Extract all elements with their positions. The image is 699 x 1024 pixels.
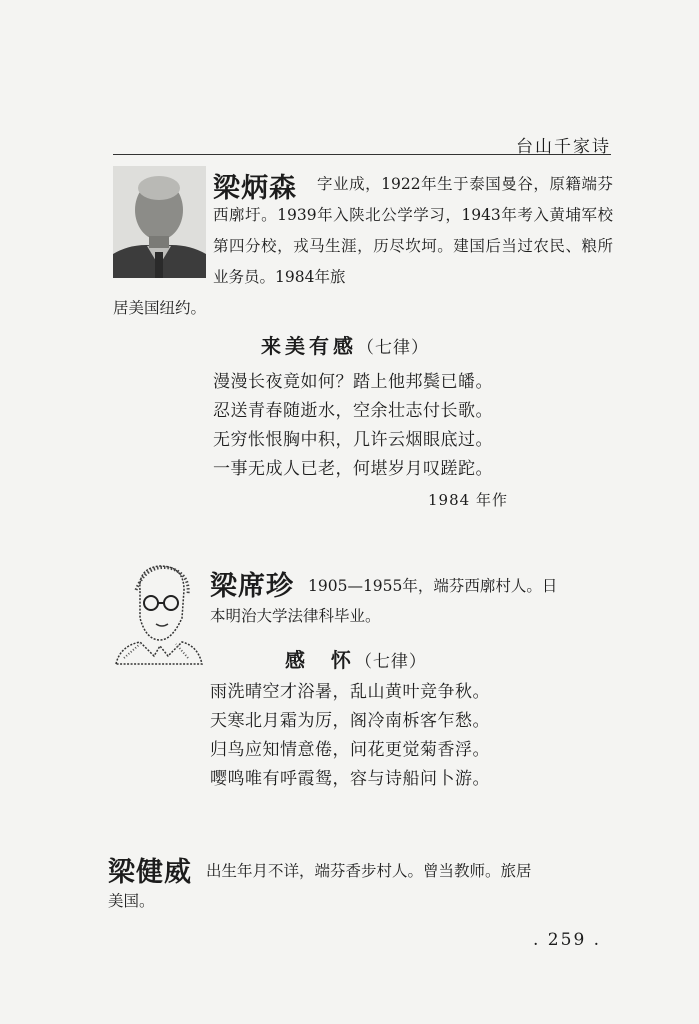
poem-line: 嘤鸣唯有呼霞鸳，容与诗船问卜游。 — [210, 769, 490, 789]
poem-line: 无穷怅恨胸中积，几许云烟眼底过。 — [213, 430, 493, 450]
entry-1-dateline: 1984 年作 — [428, 491, 508, 509]
portrait-photo — [113, 166, 206, 278]
entry-1-poem-title — [261, 330, 429, 359]
poem-line: 雨洗晴空才浴暑，乱山黄叶竞争秋。 — [210, 682, 490, 702]
poem-form: （七律） — [357, 338, 429, 358]
poem-title-text: 来美有感 — [261, 334, 357, 358]
poem-line: 归鸟应知情意倦，问花更觉菊香浮。 — [210, 740, 490, 760]
page-number: . 259 . — [533, 930, 602, 950]
entry-2-name: 梁席珍 — [210, 571, 294, 602]
running-header: 台山千家诗 — [516, 137, 611, 157]
poem-line: 忍送青春随逝水，空余壮志付长歌。 — [213, 401, 493, 421]
entry-2-bio: 1905—1955年，端芬西廓村人。日 — [308, 577, 558, 595]
entry-2-bio-continuation: 本明治大学法律科毕业。 — [210, 607, 381, 625]
portrait-sketch-graphic — [110, 560, 204, 666]
poem-line: 一事无成人已老，何堪岁月叹蹉跎。 — [213, 459, 493, 479]
header-rule — [113, 154, 611, 155]
entry-1-bio-continuation: 居美国纽约。 — [113, 299, 207, 317]
portrait-photo-graphic — [113, 166, 206, 278]
entry-1-poem — [213, 368, 493, 484]
entry-2-poem-title — [285, 644, 427, 673]
entry-2-poem — [210, 678, 490, 794]
entry-1-bio: 字业成，1922年生于泰国曼谷，原籍端芬西廓圩。1939年入陕北公学学习，1943年考入黄埔军校第四分校，戎马生涯，历尽坎坷。建国后当过农民、粮所业务员。1984年旅 — [213, 175, 613, 286]
portrait-sketch — [110, 560, 204, 666]
entry-3-bio: 出生年月不详，端芬香步村人。曾当教师。旅居 — [206, 862, 532, 880]
poem-line: 天寒北月霜为厉，阁冷南柝客乍愁。 — [210, 711, 490, 731]
entry-1-name: 梁炳森 — [213, 173, 297, 204]
poem-form: （七律） — [354, 652, 427, 672]
entry-3-name: 梁健威 — [108, 857, 192, 888]
poem-title-text: 感 怀 — [285, 648, 355, 672]
poem-line: 漫漫长夜竟如何？踏上他邦鬓已皤。 — [213, 372, 493, 392]
entry-3-bio-continuation: 美国。 — [108, 892, 155, 910]
